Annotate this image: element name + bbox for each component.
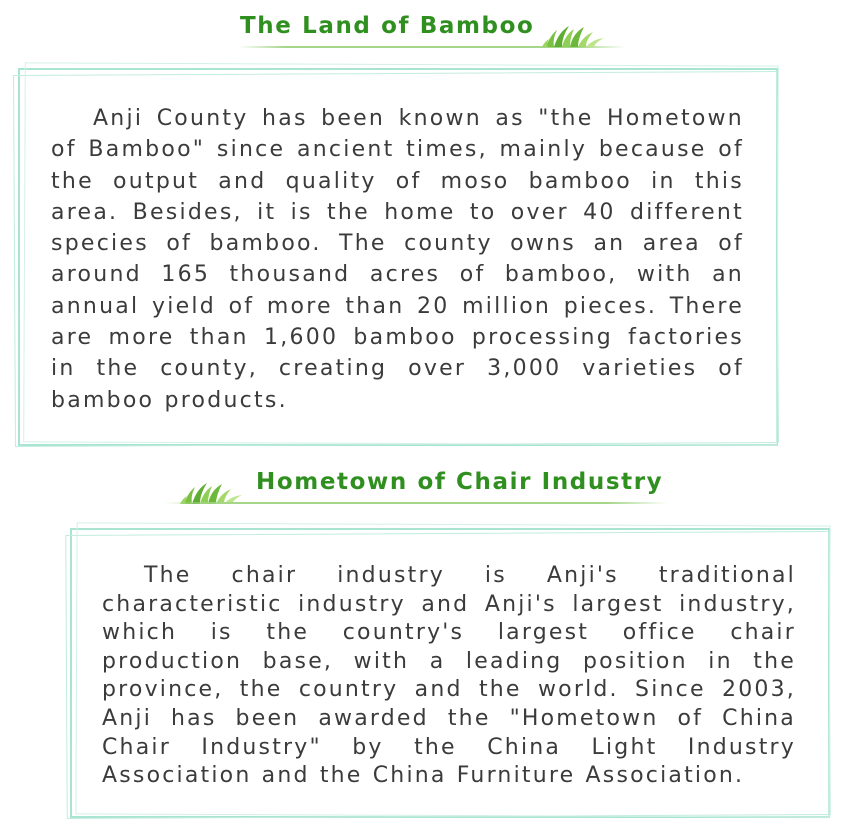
section2-paragraph: The chair industry is Anji's traditional characteristic industry and Anji's largest industry, which is the country's largest office chair production base, with a leading position in the province, the country and the world. Since 2003, Anji has been awarded the "Hometown of China Chair Industry" by the China Light Industry Association and the China Furniture Association. — [102, 563, 796, 789]
grass-icon — [540, 24, 612, 48]
section1-paragraph: Anji County has been known as "the Hometown of Bamboo" since ancient times, mainly because of the output and quality of moso bamboo in this area. Besides, it is the home to over 40 different species of bamboo. The county owns an area of around 165 thousand acres of bamboo, with an annual yield of more than 20 million pieces. There are more than 1,600 bamboo processing factories in the county, creating over 3,000 varieties of bamboo products. — [51, 106, 744, 413]
section2-title-underline — [164, 502, 668, 504]
section2-title: Hometown of Chair Industry — [256, 469, 664, 495]
section1-title: The Land of Bamboo — [240, 13, 535, 39]
